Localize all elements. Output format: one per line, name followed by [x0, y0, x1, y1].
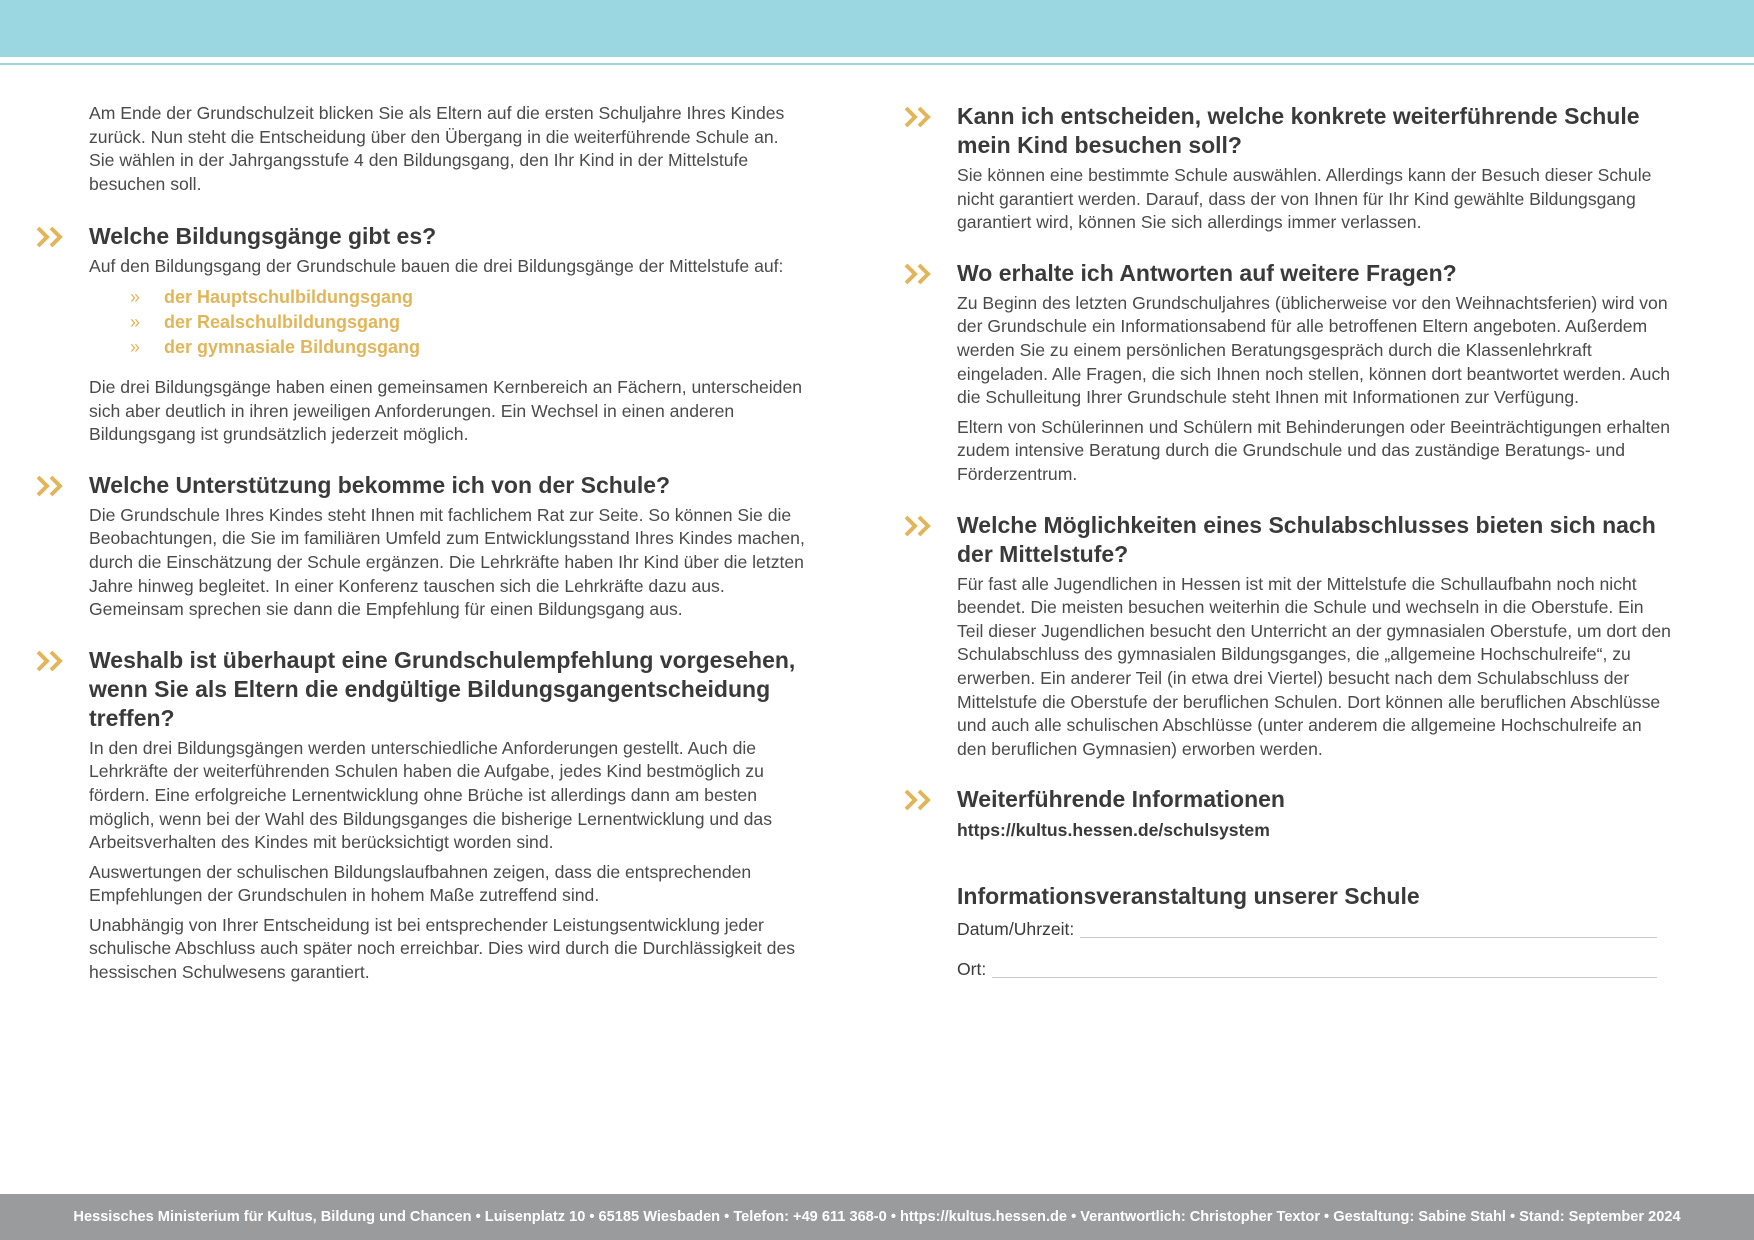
- section-title: Wo erhalte ich Antworten auf weitere Fragen?: [957, 259, 1457, 286]
- date-field-row: [957, 917, 1657, 941]
- double-chevron-right-icon: [36, 226, 66, 248]
- section-title: Welche Unterstützung bekomme ich von der Schule?: [89, 471, 671, 498]
- section-paragraph: In den drei Bildungsgängen werden unterschiedliche Anforderungen gestellt. Auch die Lehrkräfte der weiterführenden Schulen haben die Aufgabe, jedes Kind bestmöglich zu fördern. Eine erfolgreiche Lernentwicklung ohne Brüche ist allerdings dann am besten möglich, wenn bei der Wahl des Bildungsganges die bisherige Lernentwicklung und das Arbeitsverhalten des Kindes mit berücksichtigt worden sind.: [89, 737, 772, 853]
- info-event-block: [904, 882, 1674, 981]
- intro-paragraph: Am Ende der Grundschulzeit blicken Sie als Eltern auf die ersten Schuljahre Ihres Kindes zurück. Nun steht die Entscheidung über den Übergang in die weiterführende Schule an. Sie wählen in der Jahrgangsstufe 4 den Bildungsgang, den Ihr Kind in der Mittelstufe besuchen soll.: [89, 103, 785, 194]
- bildungsgang-list: [89, 285, 806, 360]
- section-title: Weshalb ist überhaupt eine Grundschulempfehlung vorgesehen, wenn Sie als Eltern die endgültige Bildungsgangentscheidung treffen?: [89, 646, 796, 731]
- info-event-title: Informationsveranstaltung unserer Schule: [957, 883, 1420, 910]
- bullet-marker: »: [130, 286, 141, 307]
- list-item-label: der Realschulbildungsgang: [164, 311, 401, 332]
- header-color-band: [0, 0, 1754, 57]
- double-chevron-right-icon: [904, 263, 934, 285]
- section-schulabschluss: [904, 511, 1674, 762]
- section-grundschulempfehlung: [36, 646, 806, 985]
- date-field-label: Datum/Uhrzeit:: [957, 919, 1075, 940]
- bullet-marker: »: [130, 336, 141, 357]
- header-rule: [0, 63, 1754, 65]
- section-paragraph: Auf den Bildungsgang der Grundschule bauen die drei Bildungsgänge der Mittelstufe auf:: [89, 256, 784, 277]
- list-item-label: der Hauptschulbildungsgang: [164, 286, 414, 307]
- list-item: [130, 310, 806, 335]
- section-title: Weiterführende Informationen: [957, 786, 1285, 813]
- info-link[interactable]: https://kultus.hessen.de/schulsystem: [957, 820, 1270, 841]
- bullet-marker: »: [130, 311, 141, 332]
- list-item: [130, 285, 806, 310]
- section-paragraph: Zu Beginn des letzten Grundschuljahres (üblicherweise vor den Weihnachtsferien) wird von der Grundschule ein Informationsabend für alle betroffenen Eltern angeboten. Außerdem werden Sie zu einem persönlichen Beratungsgespräch durch die Klassenlehrkraft eingeladen. Alle Fragen, die sich Ihnen noch stellen, können dort beantwortet werden. Auch die Schulleitung Ihrer Grundschule steht Ihnen mit Informationen zur Verfügung.: [957, 292, 1671, 408]
- section-paragraph: Unabhängig von Ihrer Entscheidung ist bei entsprechender Leistungsentwicklung jeder schulische Abschluss auch später noch erreichbar. Dies wird durch die Durchlässigkeit des hessischen Schulwesens garantiert.: [89, 914, 796, 983]
- section-title: Kann ich entscheiden, welche konkrete weiterführende Schule mein Kind besuchen soll?: [957, 103, 1640, 158]
- section-bildungsgaenge: [36, 222, 806, 446]
- double-chevron-right-icon: [36, 475, 66, 497]
- double-chevron-right-icon: [904, 789, 934, 811]
- place-field-label: Ort:: [957, 959, 987, 980]
- place-field-row: [957, 957, 1657, 981]
- double-chevron-right-icon: [904, 515, 934, 537]
- list-item: [130, 335, 806, 360]
- date-field-line[interactable]: [1080, 936, 1657, 938]
- section-schulwahl: [904, 102, 1674, 235]
- section-paragraph: Die Grundschule Ihres Kindes steht Ihnen mit fachlichem Rat zur Seite. So können Sie die Beobachtungen, die Sie im familiären Umfeld zum Entwicklungsstand Ihres Kindes machen, durch die Einschätzung der Schule ergänzen. Die Lehrkräfte haben Ihr Kind über die letzten Jahre hinweg begleitet. In einer Konferenz tauschen sich die Lehrkräfte dazu aus. Gemeinsam sprechen sie dann die Empfehlung für einen Bildungsgang aus.: [89, 504, 805, 620]
- section-weitere-fragen: [904, 259, 1674, 487]
- list-item-label: der gymnasiale Bildungsgang: [164, 336, 421, 357]
- section-paragraph: Auswertungen der schulischen Bildungslaufbahnen zeigen, dass die entsprechenden Empfehlungen der Grundschulen in hohem Maße zutreffend sind.: [89, 861, 752, 906]
- footer-bar: [0, 1194, 1754, 1240]
- section-paragraph: Sie können eine bestimmte Schule auswählen. Allerdings kann der Besuch dieser Schule nicht garantiert werden. Darauf, dass der von Ihnen für Ihr Kind gewählte Bildungsgang garantiert wird, können Sie sich allerdings immer verlassen.: [957, 165, 1652, 233]
- section-paragraph: Die drei Bildungsgänge haben einen gemeinsamen Kernbereich an Fächern, unterscheiden sich aber deutlich in ihren jeweiligen Anforderungen. Ein Wechsel in einen anderen Bildungsgang ist grundsätzlich jederzeit möglich.: [89, 376, 803, 445]
- section-unterstuetzung: [36, 471, 806, 622]
- footer-text: Hessisches Ministerium für Kultus, Bildung und Chancen • Luisenplatz 10 • 65185 Wiesbaden • Telefon: +49 611 368-0 • https://kultus.hessen.de • Verantwortlich: Christopher Textor • Gestaltung: Sabine Stahl • Stand: September 2024: [73, 1209, 1681, 1225]
- section-weiterfuehrende-info: [904, 785, 1674, 842]
- section-title: Welche Bildungsgänge gibt es?: [89, 223, 437, 250]
- right-column: [904, 102, 1674, 981]
- place-field-line[interactable]: [992, 976, 1657, 978]
- intro-section: [36, 102, 806, 196]
- double-chevron-right-icon: [36, 650, 66, 672]
- double-chevron-right-icon: [904, 106, 934, 128]
- section-paragraph: Für fast alle Jugendlichen in Hessen ist mit der Mittelstufe die Schullaufbahn noch nicht beendet. Die meisten besuchen weiterhin die Schule und wechseln in die Oberstufe. Ein Teil dieser Jugendlichen besucht den Unterricht an der gymnasialen Oberstufe, um dort den Schulabschluss des gymnasialen Bildungsganges, die „allgemeine Hochschulreife“, zu erwerben. Ein anderer Teil (in etwa drei Viertel) besucht nach dem Schulabschluss der Mittelstufe die Oberstufe der beruflichen Schulen. Dort können alle beruflichen Abschlüsse und auch alle schulischen Abschlüsse (unter anderem die allgemeine Hochschulreife an den beruflichen Gymnasien) erworben werden.: [957, 573, 1671, 759]
- left-column: [36, 102, 806, 985]
- section-paragraph: Eltern von Schülerinnen und Schülern mit Behinderungen oder Beeinträchtigungen erhalten zudem intensive Beratung durch die Grundschule und das zuständige Beratungs- und Förderzentrum.: [957, 416, 1671, 484]
- section-title: Welche Möglichkeiten eines Schulabschlusses bieten sich nach der Mittelstufe?: [957, 511, 1656, 567]
